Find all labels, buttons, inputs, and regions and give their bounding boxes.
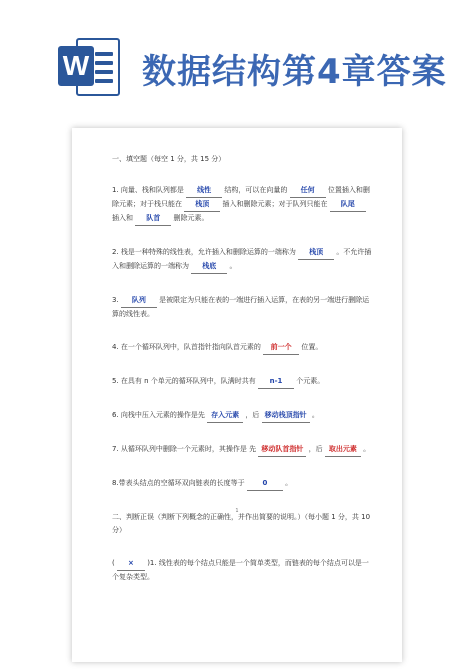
question-4: 4. 在一个循环队列中，队首指针指向队首元素的 前一个 位置。 bbox=[112, 341, 372, 355]
answer-blank: 前一个 bbox=[263, 341, 299, 355]
section-2-heading: 二、判断正误（判断下列概念的正确性，并作出简要的说明。）（每小题 1 分，共 10 分） bbox=[112, 513, 371, 534]
document-content bbox=[112, 153, 372, 584]
document-page bbox=[72, 128, 402, 662]
answer-blank: n-1 bbox=[258, 375, 294, 389]
answer-blank: 取出元素 bbox=[325, 443, 361, 457]
answer-blank: 移动栈顶指针 bbox=[262, 409, 310, 423]
question-8: 8.带表头结点的空循环双向链表的长度等于 0 。 bbox=[112, 477, 372, 491]
answer-blank: 栈顶 bbox=[298, 246, 334, 260]
question-3: 3. 队列 是被限定为只能在表的一端进行插入运算，在表的另一端进行删除运算的线性表。 bbox=[112, 296, 370, 318]
answer-blank: 存入元素 bbox=[207, 409, 243, 423]
question-6: 6. 向栈中压入元素的操作是先 存入元素 ，后 移动栈顶指针 。 bbox=[112, 409, 372, 423]
banner-title: 数据结构第4章答案 bbox=[142, 52, 447, 92]
true-false-1: ( × )1. 线性表的每个结点只能是一个简单类型，而链表的每个结点可以是一个复杂类型。 bbox=[112, 559, 369, 581]
word-document-icon bbox=[58, 36, 122, 98]
question-5: 5. 在具有 n 个单元的循环队列中，队满时共有 n-1 个元素。 bbox=[112, 375, 372, 389]
answer-blank: 栈顶 bbox=[184, 198, 220, 212]
answer-blank: 队列 bbox=[121, 294, 157, 308]
answer-mark: × bbox=[117, 557, 145, 571]
answer-blank: 任何 bbox=[290, 184, 326, 198]
word-w-badge: W bbox=[58, 46, 94, 86]
answer-blank: 栈底 bbox=[191, 260, 227, 274]
answer-blank: 队尾 bbox=[330, 198, 366, 212]
section-1-heading: 一、填空题（每空 1 分，共 15 分） bbox=[112, 155, 226, 163]
question-2: 2. 栈是一种特殊的线性表，允许插入和删除运算的一端称为 栈顶 。不允许插入和删除运算的一端称为 栈底 。 bbox=[112, 246, 372, 274]
page-number: 1 bbox=[235, 508, 239, 514]
question-1: 1. 向量、栈和队列都是 线性 结构，可以在向量的 任何 位置插入和删除元素；对于栈只能在 栈顶 插入和删除元素；对于队列只能在 队尾 插入和 队首 删除元素。 bbox=[112, 184, 372, 226]
answer-blank: 移动队首指针 bbox=[258, 443, 306, 457]
header-banner bbox=[0, 0, 474, 108]
answer-blank: 线性 bbox=[186, 184, 222, 198]
question-7: 7. 从循环队列中删除一个元素时，其操作是 先 移动队首指针 ，后 取出元素 。 bbox=[112, 443, 372, 457]
answer-blank: 0 bbox=[247, 477, 283, 491]
answer-blank: 队首 bbox=[135, 212, 171, 226]
